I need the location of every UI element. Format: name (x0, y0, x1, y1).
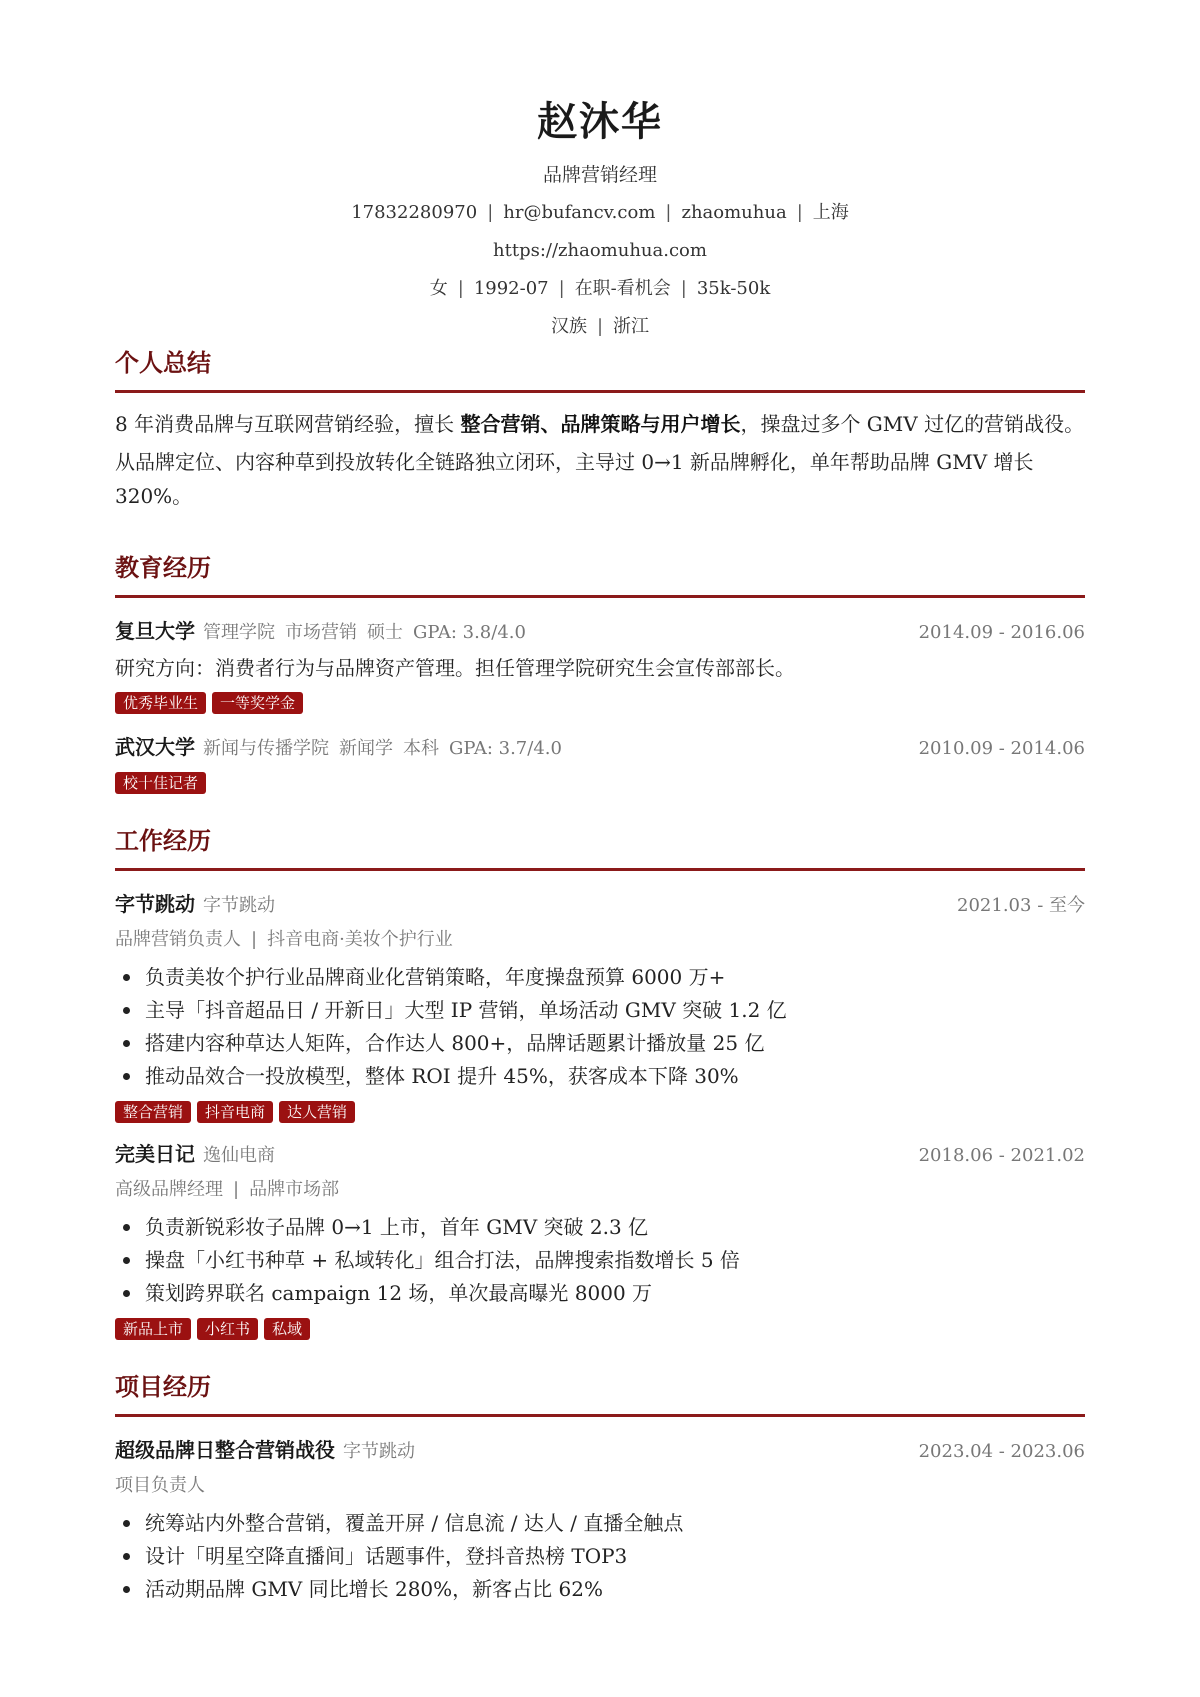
department: 品牌市场部 (249, 1179, 340, 1200)
separator: | (233, 1179, 240, 1200)
separator: | (796, 202, 803, 223)
college: 管理学院 (203, 622, 275, 643)
tag: 整合营销 (115, 1101, 191, 1123)
gender: 女 (429, 278, 448, 299)
work-section (115, 824, 1085, 1340)
tag: 优秀毕业生 (115, 692, 206, 714)
role-line (115, 1175, 1085, 1205)
phone: 17832280970 (351, 202, 478, 223)
major: 新闻学 (339, 738, 393, 759)
project-org: 字节跳动 (343, 1441, 415, 1462)
degree: 硕士 (367, 622, 403, 643)
section-title: 个人总结 (115, 346, 1085, 393)
tag-list (115, 772, 1085, 794)
department: 抖音电商·美妆个护行业 (267, 929, 453, 950)
origin-line (115, 314, 1085, 340)
tag: 校十佳记者 (115, 772, 206, 794)
achievement-list (115, 1507, 1085, 1606)
list-item: 搭建内容种草达人矩阵，合作达人 800+，品牌话题累计播放量 25 亿 (115, 1027, 1085, 1060)
job-role: 高级品牌经理 (115, 1179, 223, 1200)
company-alias: 逸仙电商 (203, 1145, 275, 1166)
birth-date: 1992-07 (473, 278, 549, 299)
achievement-list (115, 1211, 1085, 1310)
summary-paragraph: 从品牌定位、内容种草到投放转化全链路独立闭环，主导过 0→1 新品牌孵化，单年帮助品牌 GMV 增长 320%。 (115, 450, 1034, 508)
work-entry (115, 889, 1085, 1123)
tag: 小红书 (197, 1318, 258, 1340)
company-alias: 字节跳动 (203, 895, 275, 916)
separator: | (457, 278, 464, 299)
tag-list (115, 1101, 1085, 1123)
tag: 一等奖学金 (212, 692, 303, 714)
section-title: 工作经历 (115, 824, 1085, 871)
website-line (115, 238, 1085, 264)
list-item: 策划跨界联名 campaign 12 场，单次最高曝光 8000 万 (115, 1277, 1085, 1310)
entry-description: 研究方向：消费者行为与品牌资产管理。担任管理学院研究生会宣传部部长。 (115, 656, 795, 680)
separator: | (558, 278, 565, 299)
school-name: 复旦大学 (115, 619, 195, 643)
personal-line (115, 276, 1085, 302)
list-item: 活动期品牌 GMV 同比增长 280%，新客占比 62% (115, 1573, 1085, 1606)
education-section (115, 551, 1085, 794)
separator: | (487, 202, 494, 223)
job-role: 品牌营销负责人 (115, 929, 241, 950)
summary-paragraph: 8 年消费品牌与互联网营销经验，擅长 整合营销、品牌策略与用户增长，操盘过多个 GMV 过亿的营销战役。 (115, 412, 1085, 436)
role-line (115, 925, 1085, 955)
list-item: 负责新锐彩妆子品牌 0→1 上市，首年 GMV 突破 2.3 亿 (115, 1211, 1085, 1244)
gpa: GPA: 3.7/4.0 (449, 738, 562, 759)
separator: | (680, 278, 687, 299)
date-range: 2023.04 - 2023.06 (918, 1441, 1085, 1462)
date-range: 2014.09 - 2016.06 (918, 622, 1085, 643)
education-entry (115, 732, 1085, 794)
city: 上海 (812, 202, 849, 223)
list-item: 主导「抖音超品日 / 开新日」大型 IP 营销，单场活动 GMV 突破 1.2 亿 (115, 994, 1085, 1027)
section-title: 教育经历 (115, 551, 1085, 598)
achievement-list (115, 961, 1085, 1093)
section-title: 项目经历 (115, 1370, 1085, 1417)
tag: 达人营销 (279, 1101, 355, 1123)
summary-section (115, 346, 1085, 513)
list-item: 操盘「小红书种草 + 私域转化」组合打法，品牌搜索指数增长 5 倍 (115, 1244, 1085, 1277)
college: 新闻与传播学院 (203, 738, 329, 759)
tag: 新品上市 (115, 1318, 191, 1340)
separator: | (596, 316, 604, 337)
date-range: 2018.06 - 2021.02 (918, 1145, 1085, 1166)
ethnicity: 汉族 (550, 316, 587, 337)
list-item: 推动品效合一投放模型，整体 ROI 提升 45%，获客成本下降 30% (115, 1060, 1085, 1093)
school-name: 武汉大学 (115, 735, 195, 759)
separator: | (251, 929, 258, 950)
tag-list (115, 692, 1085, 714)
expected-salary: 35k-50k (696, 278, 771, 299)
list-item: 负责美妆个护行业品牌商业化营销策略，年度操盘预算 6000 万+ (115, 961, 1085, 994)
projects-section (115, 1370, 1085, 1606)
degree: 本科 (403, 738, 439, 759)
candidate-title: 品牌营销经理 (542, 164, 657, 186)
date-range: 2021.03 - 至今 (957, 895, 1085, 916)
gpa: GPA: 3.8/4.0 (413, 622, 526, 643)
wechat: zhaomuhua (681, 202, 787, 223)
company-name: 完美日记 (115, 1142, 195, 1166)
job-status: 在职-看机会 (574, 278, 671, 299)
candidate-name: 赵沐华 (537, 98, 663, 145)
project-entry (115, 1435, 1085, 1606)
contact-line (115, 200, 1085, 226)
date-range: 2010.09 - 2014.06 (918, 738, 1085, 759)
website-link[interactable]: https://zhaomuhua.com (493, 240, 707, 261)
separator: | (665, 202, 672, 223)
tag-list (115, 1318, 1085, 1340)
list-item: 统筹站内外整合营销，覆盖开屏 / 信息流 / 达人 / 直播全触点 (115, 1507, 1085, 1540)
work-entry (115, 1139, 1085, 1340)
major: 市场营销 (285, 622, 357, 643)
education-entry (115, 616, 1085, 714)
resume-header (115, 0, 1085, 340)
list-item: 设计「明星空降直播间」话题事件，登抖音热榜 TOP3 (115, 1540, 1085, 1573)
native-place: 浙江 (613, 316, 650, 337)
project-name: 超级品牌日整合营销战役 (115, 1438, 335, 1462)
tag: 私域 (264, 1318, 310, 1340)
tag: 抖音电商 (197, 1101, 273, 1123)
company-name: 字节跳动 (115, 892, 195, 916)
project-role: 项目负责人 (115, 1475, 205, 1496)
email: hr@bufancv.com (503, 202, 656, 223)
